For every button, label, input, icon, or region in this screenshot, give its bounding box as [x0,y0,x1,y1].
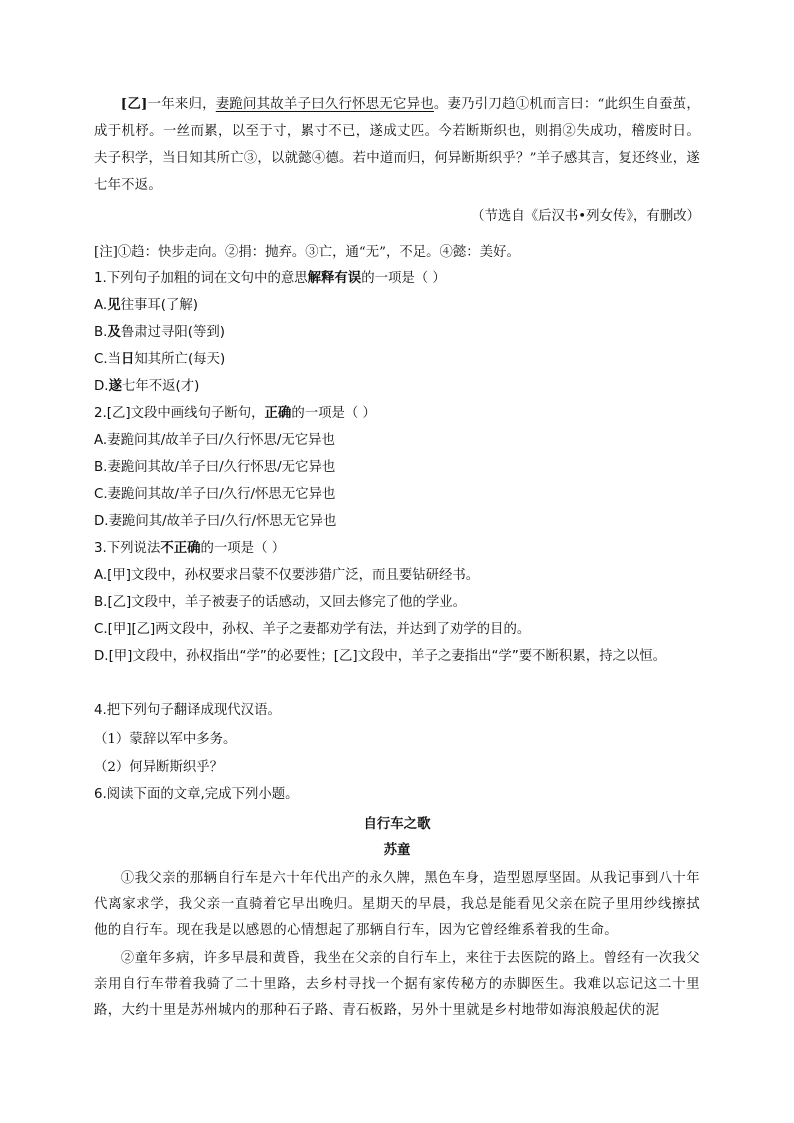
footnote: [注]①趋：快步走向。②捐：抛弃。③亡，通“无”，不足。④懿：美好。 [94,245,520,260]
question-3-option-b: B.[乙]文段中，羊子被妻子的话感动，又回去修完了他的学业。 [94,595,467,610]
article-paragraph-2: ②童年多病，许多早晨和黄昏，我坐在父亲的自行车上，来往于去医院的路上。曾经有一次我父亲用自行车带着我骑了二十里路，去乡村寻找一个据有家传秘方的赤脚医生。我难以忘记这二十里路，大约十里是苏州城内的那种石子路、青石板路，另外十里就是乡村地带如海浪般起伏的泥 [94,951,700,1018]
question-3-option-a: A.[甲]文段中，孙权要求吕蒙不仅要涉猎广泛，而且要钻研经书。 [94,568,480,583]
q3-stem-b: 的一项是（ ） [200,541,286,556]
source-citation: （节选自《后汉书•列女传》，有删改） [471,209,700,224]
passage-b-post: 。妻乃引刀趋①机而言曰：“此织生自蚕茧，成于机杼。一丝而累，以至于寸，累寸不已，遂成丈匹。今若断斯织也，则捐②失成功，稽废时日。夫子积学，当日知其所亡③，以就懿④德。若中道而归，何异断斯织乎？”羊子感其言，复还终业，遂七年不返。 [94,97,700,193]
question-4-item-1: （1）蒙辞以军中多务。 [94,732,237,747]
question-1-option-b: B.及鲁肃过寻阳(等到) [94,325,226,340]
question-2-option-c: C.妻跪问其故/羊子曰/久行/怀思无它异也 [94,487,336,502]
question-3-option-c: C.[甲][乙]两文段中，孙权、羊子之妻都劝学有法，并达到了劝学的目的。 [94,622,531,637]
passage-b-underlined-sentence: 妻跪问其故羊子曰久行怀思无它异也 [215,97,434,112]
question-2-option-b: B.妻跪问其故/羊子曰/久行怀思/无它异也 [94,460,336,475]
q1-stem-bold: 解释有误 [307,271,362,286]
question-3-option-d: D.[甲]文段中，孙权指出“学”的必要性；[乙]文段中，羊子之妻指出“学”要不断积累，持之以恒。 [94,649,667,664]
question-2-option-a: A.妻跪问其/故羊子曰/久行怀思/无它异也 [94,433,335,448]
question-2-stem [94,400,700,427]
passage-b-pre: 一年来归， [147,97,216,112]
question-2-option-d: D.妻跪问其/故羊子曰/久行/怀思无它异也 [94,514,337,529]
q3-stem-a: 3.下列说法 [94,541,161,556]
question-1-option-d: D.遂七年不返(才) [94,379,200,394]
passage-b-bracket: [乙] [120,96,148,112]
question-1-option-c: C.当日知其所亡(每天) [94,352,226,367]
passage-b [94,91,700,199]
question-6-stem: 6.阅读下面的文章,完成下列小题。 [94,787,299,802]
q1-stem-a: 1.下列句子加粗的词在文句中的意思 [94,271,308,286]
question-1-stem [94,265,700,292]
question-3-stem [94,535,700,562]
question-4-stem: 4.把下列句子翻译成现代汉语。 [94,703,281,718]
article-paragraph-1: ①我父亲的那辆自行车是六十年代出产的永久牌，黑色车身，造型恩厚坚固。从我记事到八十年代离家求学，我父亲一直骑着它早出晚归。星期天的早晨，我总是能看见父亲在院子里用纱线擦拭他的自行车。现在我是以感恩的心情想起了那辆自行车，因为它曾经维系着我的生命。 [94,871,700,938]
q2-stem-b: 的一项是（ ） [291,406,376,421]
question-1-option-a: A.见往事耳(了解) [94,298,198,313]
question-4-item-2: （2）何异断斯织乎？ [94,760,224,775]
q1-stem-b: 的一项是（ ） [361,271,446,286]
article-title: 自行车之歌 [363,816,431,832]
article-author: 苏童 [383,842,411,858]
q2-stem-bold: 正确 [264,406,292,421]
q2-stem-a: 2.[乙]文段中画线句子断句， [94,406,265,421]
q3-stem-bold: 不正确 [160,541,201,556]
